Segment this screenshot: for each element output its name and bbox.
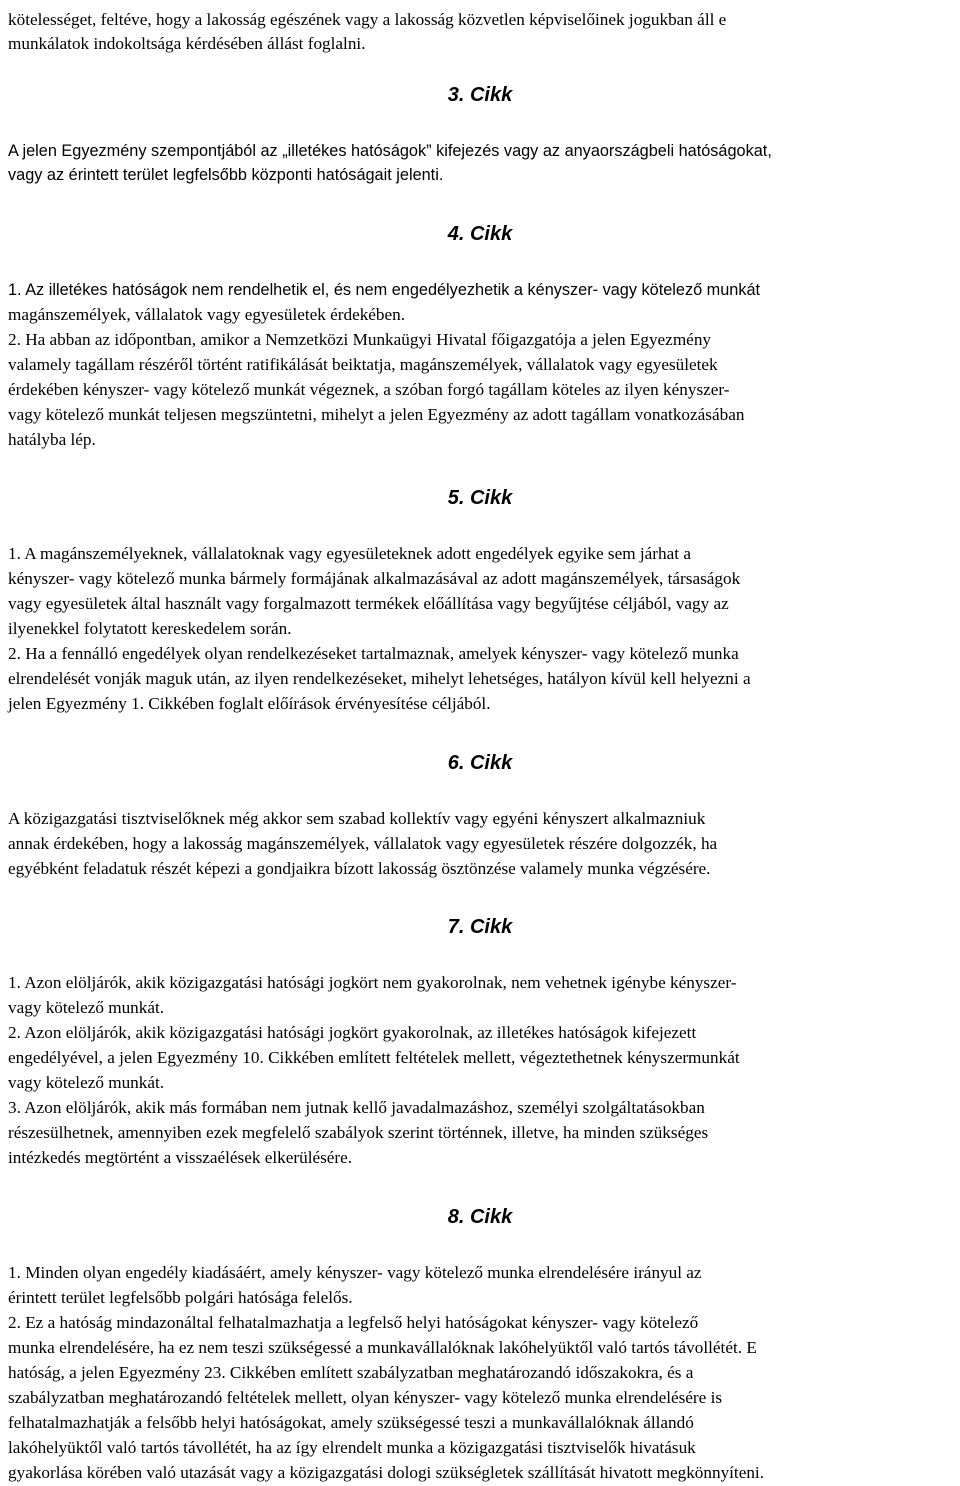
- text-line: munka elrendelésére, ha ez nem teszi szükségessé a munkavállalóknak lakóhelyüktől való tartós távollétét. E: [8, 1338, 757, 1357]
- text-line: magánszemélyek, vállalatok vagy egyesületek érdekében.: [8, 305, 406, 324]
- text-line: engedélyével, a jelen Egyezmény 10. Cikkében említett feltételek mellett, végeztethetnek kényszermunkát: [8, 1048, 740, 1067]
- text-line: 1. A magánszemélyeknek, vállalatoknak vagy egyesületeknek adott engedélyek egyike sem járhat a: [8, 544, 691, 563]
- article-heading-7: 7. Cikk: [447, 916, 513, 938]
- text-line: vagy kötelező munkát teljesen megszüntetni, mihelyt a jelen Egyezmény az adott tagállam vonatkozásában: [8, 405, 745, 424]
- text-line: kényszer- vagy kötelező munka bármely formájának alkalmazásával az adott magánszemélyek, társaságok: [8, 569, 741, 588]
- text-line: kötelességet, feltéve, hogy a lakosság egészének vagy a lakosság közvetlen képviselőinek jogukban áll e: [8, 10, 727, 29]
- text-line: 2. Azon elöljárók, akik közigazgatási hatósági jogkört gyakorolnak, az illetékes hatóságok kifejezett: [8, 1023, 697, 1042]
- text-line: annak érdekében, hogy a lakosság magánszemélyek, vállalatok vagy egyesületek részére dolgozzék, ha: [8, 834, 718, 853]
- article-heading-8: 8. Cikk: [447, 1206, 513, 1228]
- article-heading-3: 3. Cikk: [447, 84, 513, 106]
- text-line: felhatalmazhatják a felsőbb helyi hatóságokat, amely szükségessé teszi a munkavállalóknak állandó: [8, 1413, 694, 1432]
- text-line: jelen Egyezmény 1. Cikkében foglalt előírások érvényesítése céljából.: [8, 694, 491, 713]
- text-line: hatályba lép.: [8, 430, 96, 449]
- article-heading-6: 6. Cikk: [447, 752, 513, 774]
- text-line: vagy egyesületek által használt vagy forgalmazott termékek előállítása vagy begyűjtése céljából, vagy az: [8, 594, 729, 613]
- text-line: A jelen Egyezmény szempontjából az „illetékes hatóságok” kifejezés vagy az anyaországbeli hatóságokat,: [8, 142, 772, 160]
- text-line: érdekében kényszer- vagy kötelező munkát végeznek, a szóban forgó tagállam köteles az ilyen kényszer-: [8, 380, 730, 399]
- article-heading-4: 4. Cikk: [447, 223, 513, 245]
- text-line: vagy az érintett terület legfelsőbb központi hatóságait jelenti.: [8, 166, 444, 184]
- text-line: lakóhelyüktől való tartós távollétét, ha az így elrendelt munka a közigazgatási tisztviselők hivatásuk: [8, 1438, 696, 1457]
- text-line: részesülhetnek, amennyiben ezek megfelelő szabályok szerint történnek, illetve, ha minden szükséges: [8, 1123, 709, 1142]
- text-line: A közigazgatási tisztviselőknek még akkor sem szabad kollektív vagy egyéni kényszert alkalmazniuk: [8, 809, 706, 828]
- text-line: vagy kötelező munkát.: [8, 1073, 165, 1092]
- text-line: vagy kötelező munkát.: [8, 998, 165, 1017]
- text-line: valamely tagállam részéről történt ratifikálását beiktatja, magánszemélyek, vállalatok vagy egyesületek: [8, 355, 718, 374]
- text-line: munkálatok indokoltsága kérdésében állást foglalni.: [8, 34, 366, 53]
- text-line: ilyenekkel folytatott kereskedelem során.: [8, 619, 292, 638]
- text-line: intézkedés megtörtént a visszaélések elkerülésére.: [8, 1148, 353, 1167]
- text-line: elrendelését vonják maguk után, az ilyen rendelkezéseket, mihelyt lehetséges, hatályon kívül kell helyezni a: [8, 669, 751, 688]
- text-line: érintett terület legfelsőbb polgári hatósága felelős.: [8, 1288, 353, 1307]
- text-line: 3. Azon elöljárók, akik más formában nem jutnak kellő javadalmazáshoz, személyi szolgáltatásokban: [8, 1098, 705, 1117]
- text-line: 2. Ha a fennálló engedélyek olyan rendelkezéseket tartalmaznak, amelyek kényszer- vagy kötelező munka: [8, 644, 739, 663]
- text-line: szabályzatban meghatározandó feltételek mellett, olyan kényszer- vagy kötelező munka elrendelésére is: [8, 1388, 723, 1407]
- text-line: 1. Az illetékes hatóságok nem rendelhetik el, és nem engedélyezhetik a kényszer- vagy kötelező munkát: [8, 281, 761, 299]
- article-heading-5: 5. Cikk: [447, 487, 513, 509]
- text-line: egyébként feladatuk részét képezi a gondjaikra bízott lakosság ösztönzése valamely munka végzésére.: [8, 859, 711, 878]
- text-line: 1. Azon elöljárók, akik közigazgatási hatósági jogkört nem gyakorolnak, nem vehetnek igénybe kényszer-: [8, 973, 737, 992]
- text-line: 2. Ez a hatóság mindazonáltal felhatalmazhatja a legfelső helyi hatóságokat kényszer- vagy kötelező: [8, 1313, 699, 1332]
- text-line: gyakorlása körében való utazását vagy a közigazgatási dologi szükségletek szállítását hivatott megkönnyíteni.: [8, 1463, 765, 1482]
- text-line: hatóság, a jelen Egyezmény 23. Cikkében említett szabályzatban meghatározandó időszakokra, és a: [8, 1363, 694, 1382]
- text-line: 1. Minden olyan engedély kiadásáért, amely kényszer- vagy kötelező munka elrendelésére irányul az: [8, 1263, 702, 1282]
- text-line: 2. Ha abban az időpontban, amikor a Nemzetközi Munkaügyi Hivatal főigazgatója a jelen Egyezmény: [8, 330, 712, 349]
